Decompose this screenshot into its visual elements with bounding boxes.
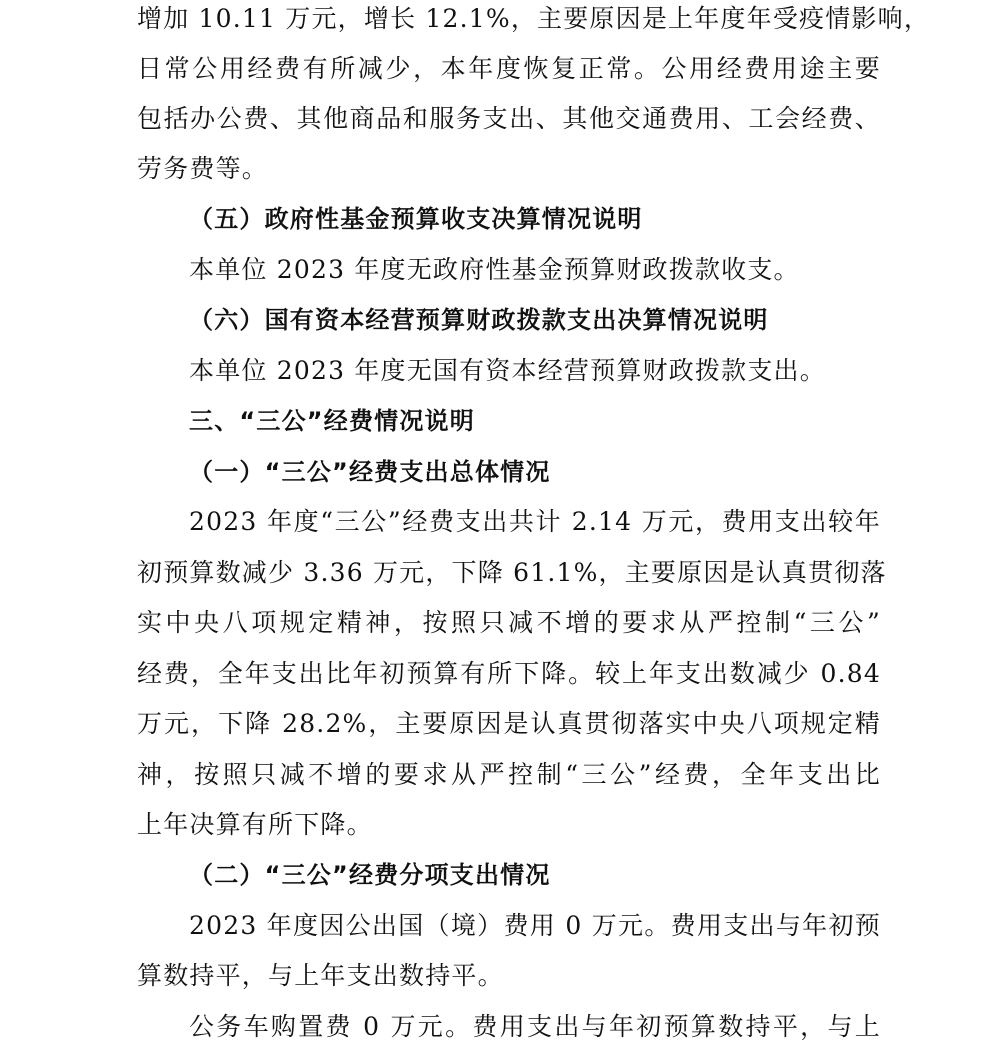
paragraph-line: 增加 10.11 万元，增长 12.1%，主要原因是上年度年受疫情影响， <box>137 4 931 33</box>
paragraph-line: 2023 年度“三公”经费支出共计 2.14 万元，费用支出较年 <box>189 507 881 536</box>
section-heading-5: （五）政府性基金预算收支决算情况说明 <box>189 205 643 233</box>
paragraph-line: 实中央八项规定精神，按照只减不增的要求从严控制“三公” <box>137 608 881 637</box>
paragraph-line: 万元，下降 28.2%，主要原因是认真贯彻落实中央八项规定精 <box>137 709 881 738</box>
paragraph-line: 本单位 2023 年度无政府性基金预算财政拨款收支。 <box>189 255 800 284</box>
paragraph-line: 包括办公费、其他商品和服务支出、其他交通费用、工会经费、 <box>137 104 881 133</box>
paragraph-line: 经费，全年支出比年初预算有所下降。较上年支出数减少 0.84 <box>137 659 881 688</box>
paragraph-line: 2023 年度因公出国（境）费用 0 万元。费用支出与年初预 <box>189 911 881 940</box>
paragraph-line: 神，按照只减不增的要求从严控制“三公”经费，全年支出比 <box>137 760 881 789</box>
paragraph-line: 算数持平，与上年支出数持平。 <box>137 961 504 990</box>
paragraph-line: 日常公用经费有所减少，本年度恢复正常。公用经费用途主要 <box>137 54 881 83</box>
section-heading-6: （六）国有资本经营预算财政拨款支出决算情况说明 <box>189 306 769 334</box>
paragraph-line: 本单位 2023 年度无国有资本经营预算财政拨款支出。 <box>189 356 826 385</box>
paragraph-line: 上年决算有所下降。 <box>137 810 373 839</box>
paragraph-line: 初预算数减少 3.36 万元，下降 61.1%，主要原因是认真贯彻落 <box>137 558 887 587</box>
section-heading-3-2: （二）“三公”经费分项支出情况 <box>189 861 551 889</box>
paragraph-line: 劳务费等。 <box>137 154 269 183</box>
section-heading-3-1: （一）“三公”经费支出总体情况 <box>189 458 551 486</box>
chapter-heading-3: 三、“三公”经费情况说明 <box>189 407 475 435</box>
paragraph-line: 公务车购置费 0 万元。费用支出与年初预算数持平，与上 <box>189 1012 881 1041</box>
